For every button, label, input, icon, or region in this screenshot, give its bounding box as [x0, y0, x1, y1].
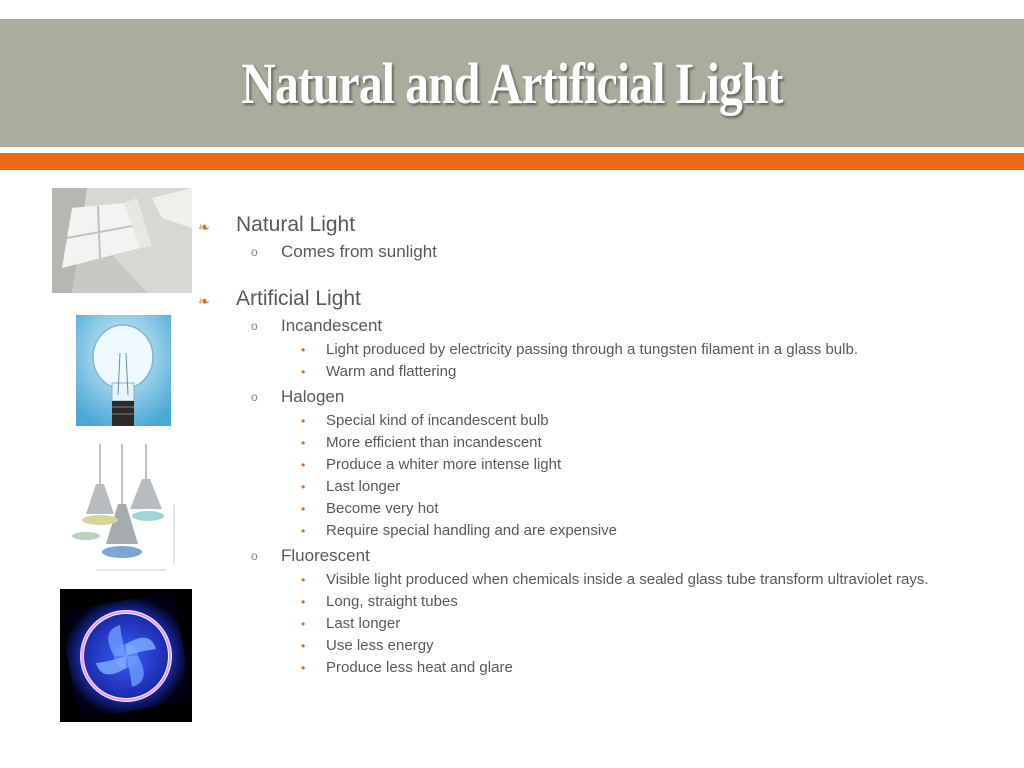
point-halogen: • More efficient than incandescent	[301, 434, 542, 451]
slide-body	[198, 210, 988, 681]
sub-bullet-fluorescent: o Fluorescent	[198, 544, 988, 567]
dot-marker-icon: •	[301, 458, 306, 472]
point-halogen: • Last longer	[301, 478, 401, 495]
light-bulb-photo	[76, 315, 171, 426]
dot-marker-icon: •	[301, 524, 306, 538]
slide-title: Natural and Artificial Light	[241, 50, 783, 116]
lightbulb-image-icon	[76, 315, 171, 426]
point-fluorescent: • Long, straight tubes	[301, 593, 458, 610]
skylight-photo	[52, 188, 192, 293]
skylight-image-icon	[52, 188, 192, 293]
circle-marker-icon: o	[251, 549, 258, 563]
dot-marker-icon: •	[301, 365, 306, 379]
dot-marker-icon: •	[301, 436, 306, 450]
point-fluorescent: • Last longer	[301, 615, 401, 632]
dot-marker-icon: •	[301, 343, 306, 357]
point-fluorescent: • Use less energy	[301, 637, 434, 654]
circle-marker-icon: o	[251, 245, 258, 259]
dot-marker-icon: •	[301, 661, 306, 675]
dot-marker-icon: •	[301, 414, 306, 428]
point-halogen: • Produce a whiter more intense light	[301, 456, 562, 473]
point-halogen: • Require special handling and are expensive	[301, 522, 618, 539]
halogen-pendants-photo	[66, 444, 182, 574]
glowing-fan-image-icon	[60, 589, 192, 722]
point-incandescent: • Warm and flattering	[301, 363, 457, 380]
dot-marker-icon: •	[301, 502, 306, 516]
bullet-artificial-light: ❧ Artificial Light	[198, 284, 988, 314]
divider-orange	[0, 153, 1024, 170]
point-incandescent: • Light produced by electricity passing through a tungsten filament in a glass bulb.	[301, 341, 858, 358]
dot-marker-icon: •	[301, 595, 306, 609]
dot-marker-icon: •	[301, 480, 306, 494]
dot-marker-icon: •	[301, 573, 306, 587]
bullet-marker-icon: ❧	[198, 219, 210, 235]
point-fluorescent: • Visible light produced when chemicals inside a sealed glass tube transform ultraviolet rays.	[301, 571, 929, 588]
pendant-lamps-image-icon	[66, 444, 182, 574]
circle-marker-icon: o	[251, 390, 258, 404]
dot-marker-icon: •	[301, 639, 306, 653]
dot-marker-icon: •	[301, 617, 306, 631]
bullet-marker-icon: ❧	[198, 293, 210, 309]
sub-bullet-sunlight: o Comes from sunlight	[198, 240, 988, 263]
point-halogen: • Become very hot	[301, 500, 439, 517]
fluorescent-fan-photo	[60, 589, 192, 722]
bullet-natural-light: ❧ Natural Light	[198, 210, 988, 240]
point-halogen: • Special kind of incandescent bulb	[301, 412, 549, 429]
point-fluorescent: • Produce less heat and glare	[301, 659, 513, 676]
circle-marker-icon: o	[251, 319, 258, 333]
sub-bullet-halogen: o Halogen	[198, 385, 988, 408]
sub-bullet-incandescent: o Incandescent	[198, 314, 988, 337]
